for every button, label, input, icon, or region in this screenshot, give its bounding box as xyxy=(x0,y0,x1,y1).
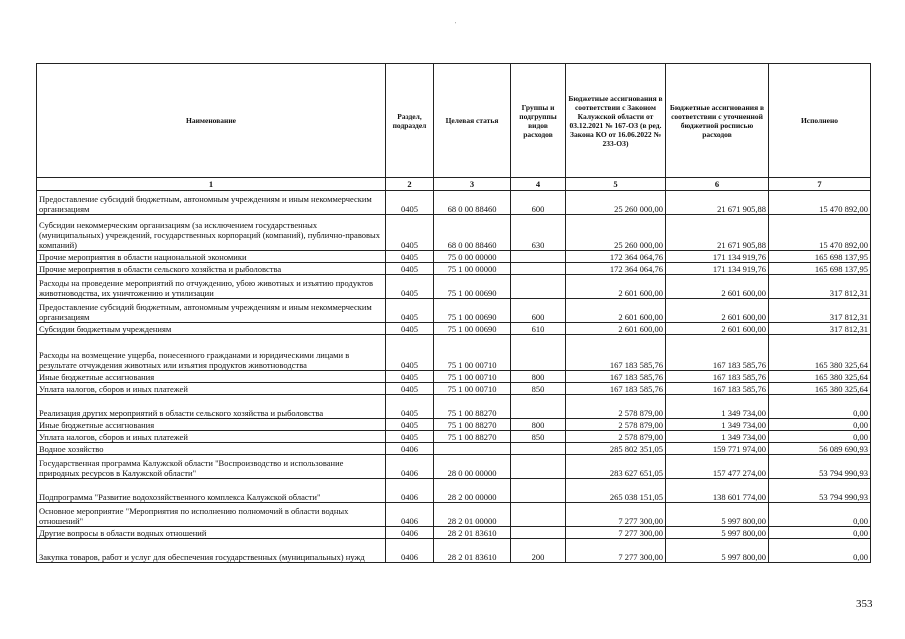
cell-spec-amount: 171 134 919,76 xyxy=(666,251,769,263)
cell-spec-amount: 21 671 905,88 xyxy=(666,215,769,251)
cell-name: Предоставление субсидий бюджетным, автономным учреждениям и иным некоммерческим организациям xyxy=(37,299,386,323)
cell-group xyxy=(511,443,566,455)
cell-section: 0405 xyxy=(386,263,434,275)
cell-spec-amount: 167 183 585,76 xyxy=(666,371,769,383)
cell-section: 0406 xyxy=(386,443,434,455)
cell-group xyxy=(511,395,566,419)
cell-target: 75 1 00 00690 xyxy=(434,299,511,323)
cell-executed-amount: 0,00 xyxy=(769,431,871,443)
cell-section: 0405 xyxy=(386,323,434,335)
cell-group: 610 xyxy=(511,323,566,335)
cell-law-amount: 2 601 600,00 xyxy=(566,323,666,335)
cell-name: Иные бюджетные ассигнования xyxy=(37,419,386,431)
cell-target: 68 0 00 88460 xyxy=(434,191,511,215)
cell-name: Прочие мероприятия в области сельского хозяйства и рыболовства xyxy=(37,263,386,275)
cell-name: Реализация других мероприятий в области сельского хозяйства и рыболовства xyxy=(37,395,386,419)
cell-group: 200 xyxy=(511,539,566,563)
cell-executed-amount: 165 380 325,64 xyxy=(769,383,871,395)
cell-group: 600 xyxy=(511,299,566,323)
cell-target: 28 2 01 83610 xyxy=(434,539,511,563)
scan-mark: ' xyxy=(455,22,457,28)
cell-spec-amount: 138 601 774,00 xyxy=(666,479,769,503)
cell-law-amount: 7 277 300,00 xyxy=(566,527,666,539)
cell-group: 850 xyxy=(511,431,566,443)
cell-name: Расходы на проведение мероприятий по отчуждению, убою животных и изъятию продуктов животноводства, их уничтожению и утилизации xyxy=(37,275,386,299)
cell-target: 28 2 00 00000 xyxy=(434,479,511,503)
column-number: 2 xyxy=(386,178,434,191)
cell-section: 0406 xyxy=(386,539,434,563)
cell-spec-amount: 2 601 600,00 xyxy=(666,323,769,335)
cell-target: 28 2 01 00000 xyxy=(434,503,511,527)
table-row xyxy=(37,395,871,419)
cell-law-amount: 2 601 600,00 xyxy=(566,275,666,299)
cell-name: Подпрограмма "Развитие водохозяйственного комплекса Калужской области" xyxy=(37,479,386,503)
cell-executed-amount: 53 794 990,93 xyxy=(769,479,871,503)
cell-executed-amount: 165 380 325,64 xyxy=(769,335,871,371)
column-number-row xyxy=(37,178,871,191)
cell-law-amount: 265 038 151,05 xyxy=(566,479,666,503)
header-name: Наименование xyxy=(37,64,386,178)
header-section: Раздел, подраздел xyxy=(386,64,434,178)
cell-target: 75 1 00 00690 xyxy=(434,323,511,335)
cell-spec-amount: 5 997 800,00 xyxy=(666,503,769,527)
table-row xyxy=(37,191,871,215)
header-groups: Группы и подгруппы видов расходов xyxy=(511,64,566,178)
cell-executed-amount: 15 470 892,00 xyxy=(769,215,871,251)
table-row xyxy=(37,455,871,479)
cell-spec-amount: 159 771 974,00 xyxy=(666,443,769,455)
cell-section: 0406 xyxy=(386,503,434,527)
cell-spec-amount: 2 601 600,00 xyxy=(666,275,769,299)
cell-target: 28 2 01 83610 xyxy=(434,527,511,539)
cell-group: 800 xyxy=(511,371,566,383)
header-target: Целевая статья xyxy=(434,64,511,178)
cell-law-amount: 7 277 300,00 xyxy=(566,539,666,563)
cell-target: 75 1 00 00690 xyxy=(434,275,511,299)
cell-law-amount: 2 601 600,00 xyxy=(566,299,666,323)
cell-section: 0406 xyxy=(386,479,434,503)
header-executed: Исполнено xyxy=(769,64,871,178)
cell-law-amount: 283 627 651,05 xyxy=(566,455,666,479)
cell-name: Субсидии бюджетным учреждениям xyxy=(37,323,386,335)
cell-executed-amount: 165 380 325,64 xyxy=(769,371,871,383)
table-row xyxy=(37,335,871,371)
table-row xyxy=(37,371,871,383)
table-body xyxy=(37,191,871,563)
cell-section: 0405 xyxy=(386,419,434,431)
table-row xyxy=(37,323,871,335)
cell-spec-amount: 5 997 800,00 xyxy=(666,527,769,539)
cell-group xyxy=(511,263,566,275)
cell-executed-amount: 317 812,31 xyxy=(769,299,871,323)
cell-law-amount: 25 260 000,00 xyxy=(566,191,666,215)
cell-law-amount: 172 364 064,76 xyxy=(566,251,666,263)
cell-law-amount: 172 364 064,76 xyxy=(566,263,666,275)
cell-executed-amount: 0,00 xyxy=(769,527,871,539)
cell-spec-amount: 1 349 734,00 xyxy=(666,419,769,431)
cell-name: Уплата налогов, сборов и иных платежей xyxy=(37,383,386,395)
cell-section: 0405 xyxy=(386,395,434,419)
cell-target: 75 1 00 88270 xyxy=(434,431,511,443)
cell-group xyxy=(511,455,566,479)
table-row xyxy=(37,503,871,527)
cell-law-amount: 7 277 300,00 xyxy=(566,503,666,527)
cell-target: 75 1 00 00710 xyxy=(434,335,511,371)
cell-target: 75 0 00 00000 xyxy=(434,251,511,263)
cell-section: 0405 xyxy=(386,275,434,299)
table-header-row xyxy=(37,64,871,178)
cell-section: 0405 xyxy=(386,215,434,251)
cell-section: 0405 xyxy=(386,335,434,371)
table-row xyxy=(37,275,871,299)
cell-executed-amount: 165 698 137,95 xyxy=(769,251,871,263)
cell-executed-amount: 0,00 xyxy=(769,419,871,431)
header-law-allocations: Бюджетные ассигнования в соответствии с Законом Калужской области от 03.12.2021 № 167-ОЗ (в ред. Закона КО от 16.06.2022 № 233-ОЗ) xyxy=(566,64,666,178)
cell-section: 0405 xyxy=(386,299,434,323)
cell-section: 0405 xyxy=(386,431,434,443)
cell-executed-amount: 317 812,31 xyxy=(769,275,871,299)
cell-law-amount: 2 578 879,00 xyxy=(566,431,666,443)
column-number: 1 xyxy=(37,178,386,191)
cell-spec-amount: 5 997 800,00 xyxy=(666,539,769,563)
table-row xyxy=(37,251,871,263)
column-number: 5 xyxy=(566,178,666,191)
cell-spec-amount: 21 671 905,88 xyxy=(666,191,769,215)
cell-section: 0405 xyxy=(386,251,434,263)
table-row xyxy=(37,431,871,443)
cell-law-amount: 167 183 585,76 xyxy=(566,335,666,371)
cell-target: 75 1 00 88270 xyxy=(434,395,511,419)
cell-spec-amount: 2 601 600,00 xyxy=(666,299,769,323)
cell-group: 600 xyxy=(511,191,566,215)
cell-section: 0405 xyxy=(386,371,434,383)
cell-spec-amount: 171 134 919,76 xyxy=(666,263,769,275)
cell-name: Иные бюджетные ассигнования xyxy=(37,371,386,383)
table-row xyxy=(37,263,871,275)
table-row xyxy=(37,299,871,323)
cell-group xyxy=(511,251,566,263)
cell-group xyxy=(511,479,566,503)
cell-executed-amount: 0,00 xyxy=(769,539,871,563)
cell-executed-amount: 15 470 892,00 xyxy=(769,191,871,215)
table-row xyxy=(37,527,871,539)
cell-spec-amount: 167 183 585,76 xyxy=(666,383,769,395)
cell-target xyxy=(434,443,511,455)
cell-name: Закупка товаров, работ и услуг для обеспечения государственных (муниципальных) нужд xyxy=(37,539,386,563)
cell-name: Субсидии некоммерческим организациям (за исключением государственных (муниципальных) учреждений, государственных корпораций (компаний), публично-правовых компаний) xyxy=(37,215,386,251)
cell-name: Расходы на возмещение ущерба, понесенного гражданами и юридическими лицами в результате отчуждения животных или изъятия продуктов животноводства xyxy=(37,335,386,371)
cell-executed-amount: 165 698 137,95 xyxy=(769,263,871,275)
cell-section: 0406 xyxy=(386,455,434,479)
cell-target: 75 1 00 00710 xyxy=(434,383,511,395)
cell-law-amount: 167 183 585,76 xyxy=(566,383,666,395)
cell-section: 0405 xyxy=(386,383,434,395)
cell-spec-amount: 1 349 734,00 xyxy=(666,431,769,443)
cell-group xyxy=(511,335,566,371)
column-number: 6 xyxy=(666,178,769,191)
cell-executed-amount: 317 812,31 xyxy=(769,323,871,335)
cell-law-amount: 285 802 351,05 xyxy=(566,443,666,455)
header-spec-allocations: Бюджетные ассигнования в соответствии с уточненной бюджетной росписью расходов xyxy=(666,64,769,178)
cell-executed-amount: 0,00 xyxy=(769,503,871,527)
cell-name: Основное мероприятие "Мероприятия по исполнению полномочий в области водных отношений" xyxy=(37,503,386,527)
cell-law-amount: 2 578 879,00 xyxy=(566,395,666,419)
table-row xyxy=(37,479,871,503)
table-row xyxy=(37,215,871,251)
table-row xyxy=(37,443,871,455)
cell-executed-amount: 0,00 xyxy=(769,395,871,419)
cell-name: Прочие мероприятия в области национальной экономики xyxy=(37,251,386,263)
column-number: 7 xyxy=(769,178,871,191)
cell-spec-amount: 1 349 734,00 xyxy=(666,395,769,419)
budget-table xyxy=(36,63,871,563)
cell-group: 800 xyxy=(511,419,566,431)
column-number: 4 xyxy=(511,178,566,191)
cell-executed-amount: 53 794 990,93 xyxy=(769,455,871,479)
table-row xyxy=(37,419,871,431)
cell-name: Другие вопросы в области водных отношений xyxy=(37,527,386,539)
cell-group: 850 xyxy=(511,383,566,395)
cell-executed-amount: 56 089 690,93 xyxy=(769,443,871,455)
cell-spec-amount: 167 183 585,76 xyxy=(666,335,769,371)
cell-name: Водное хозяйство xyxy=(37,443,386,455)
cell-target: 75 1 00 00710 xyxy=(434,371,511,383)
cell-group: 630 xyxy=(511,215,566,251)
cell-law-amount: 25 260 000,00 xyxy=(566,215,666,251)
cell-name: Государственная программа Калужской области "Воспроизводство и использование природных ресурсов в Калужской области" xyxy=(37,455,386,479)
cell-name: Предоставление субсидий бюджетным, автономным учреждениям и иным некоммерческим организациям xyxy=(37,191,386,215)
cell-law-amount: 167 183 585,76 xyxy=(566,371,666,383)
column-number: 3 xyxy=(434,178,511,191)
cell-target: 68 0 00 88460 xyxy=(434,215,511,251)
table-row xyxy=(37,539,871,563)
cell-group xyxy=(511,527,566,539)
cell-target: 28 0 00 00000 xyxy=(434,455,511,479)
cell-law-amount: 2 578 879,00 xyxy=(566,419,666,431)
cell-group xyxy=(511,275,566,299)
page-number: 353 xyxy=(856,598,873,610)
cell-section: 0405 xyxy=(386,191,434,215)
cell-name: Уплата налогов, сборов и иных платежей xyxy=(37,431,386,443)
cell-section: 0406 xyxy=(386,527,434,539)
cell-spec-amount: 157 477 274,00 xyxy=(666,455,769,479)
table-row xyxy=(37,383,871,395)
cell-group xyxy=(511,503,566,527)
cell-target: 75 1 00 88270 xyxy=(434,419,511,431)
cell-target: 75 1 00 00000 xyxy=(434,263,511,275)
